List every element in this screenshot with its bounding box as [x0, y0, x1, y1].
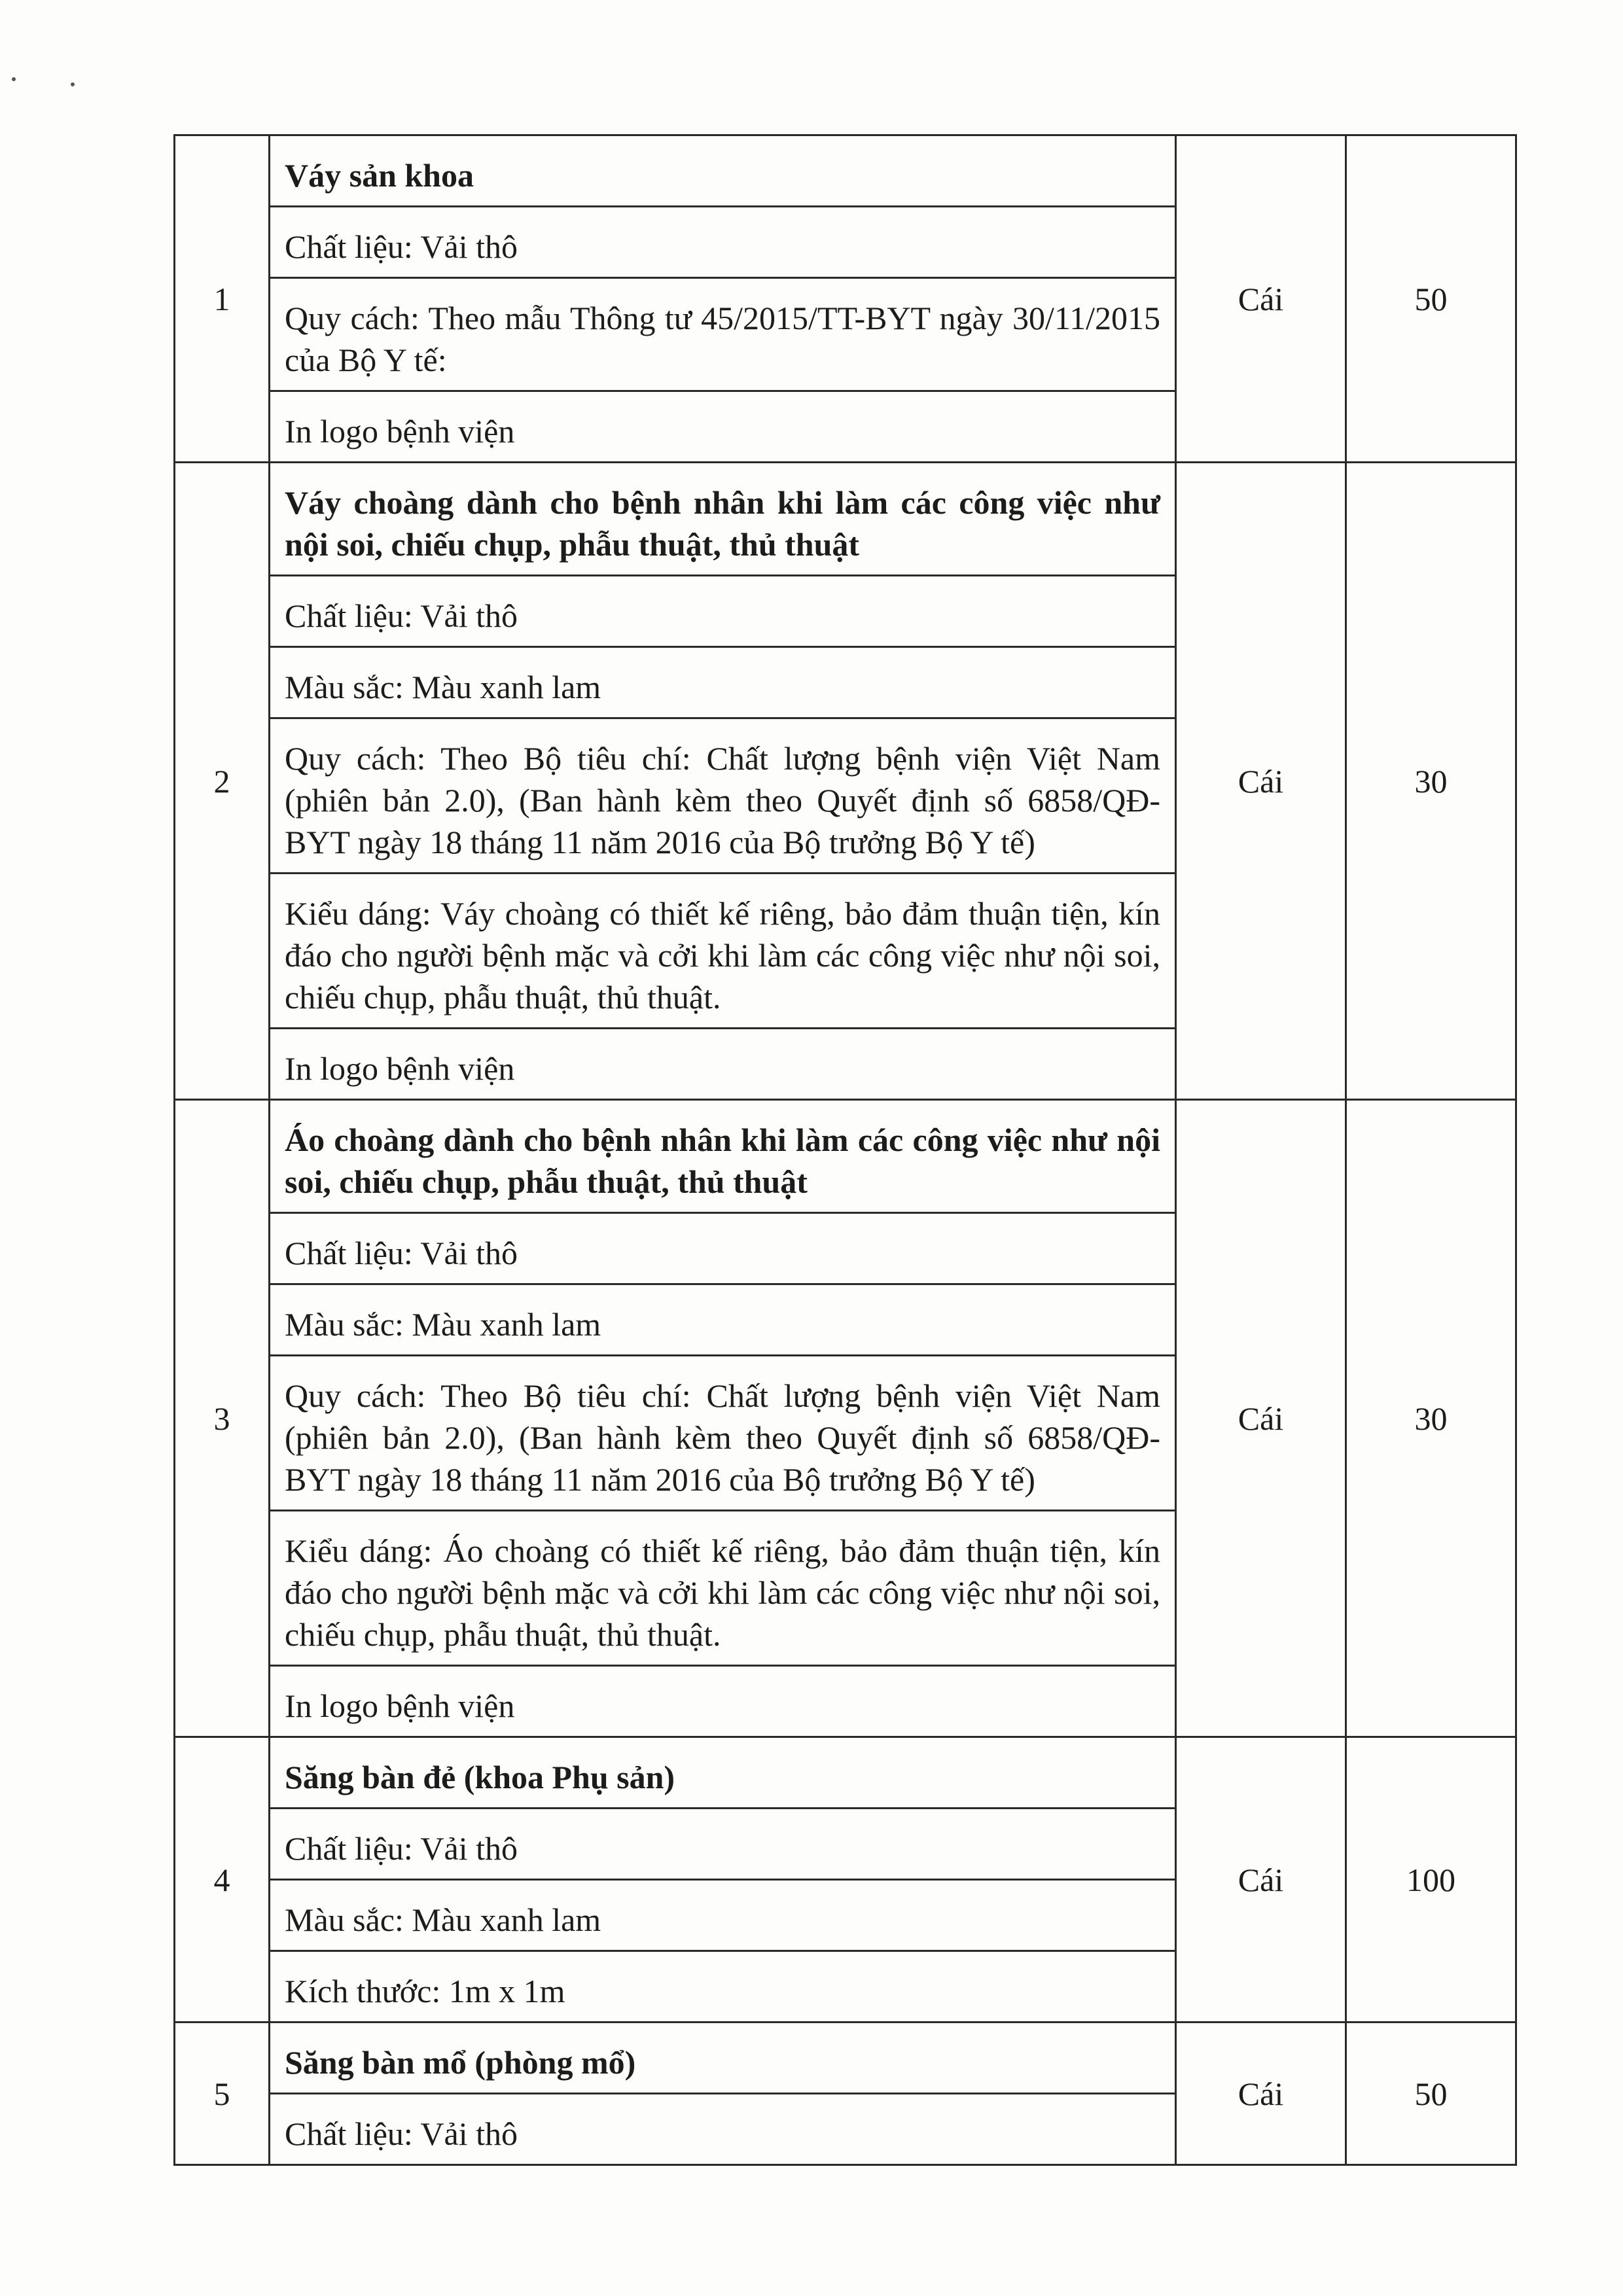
item-unit: Cái	[1176, 1100, 1346, 1737]
spec-line: In logo bệnh viện	[285, 1050, 515, 1087]
table-row	[175, 1100, 1516, 1737]
scan-speck	[12, 77, 16, 81]
spec-line: Quy cách: Theo Bộ tiêu chí: Chất lượng bệnh viện Việt Nam (phiên bản 2.0), (Ban hành kèm theo Quyết định số 6858/QĐ-BYT ngày 18 tháng 11 năm 2016 của Bộ trưởng Bộ Y tế)	[270, 719, 1175, 874]
table-row	[175, 1737, 1516, 2022]
spec-line: Chất liệu: Vải thô	[270, 1809, 1175, 1881]
spec-line: Màu sắc: Màu xanh lam	[270, 1285, 1175, 1356]
item-title: Săng bàn đẻ (khoa Phụ sản)	[270, 1738, 1175, 1809]
spec-line: Màu sắc: Màu xanh lam	[270, 648, 1175, 719]
item-description	[270, 1100, 1176, 1737]
spec-line: Quy cách: Theo Bộ tiêu chí: Chất lượng bệnh viện Việt Nam (phiên bản 2.0), (Ban hành kèm theo Quyết định số 6858/QĐ-BYT ngày 18 tháng 11 năm 2016 của Bộ trưởng Bộ Y tế)	[270, 1356, 1175, 1511]
item-number: 2	[175, 463, 270, 1100]
item-quantity: 30	[1346, 463, 1516, 1100]
item-quantity: 30	[1346, 1100, 1516, 1737]
item-number: 4	[175, 1737, 270, 2022]
item-description	[270, 1737, 1176, 2022]
spec-table	[173, 134, 1517, 2166]
table-row	[175, 2022, 1516, 2165]
item-title: Váy choàng dành cho bệnh nhân khi làm các công việc như nội soi, chiếu chụp, phẫu thuật, thủ thuật	[270, 463, 1175, 576]
item-quantity: 50	[1346, 2022, 1516, 2165]
spec-line: Kích thước: 1m x 1m	[285, 1973, 565, 2009]
item-title: Áo choàng dành cho bệnh nhân khi làm các công việc như nội soi, chiếu chụp, phẫu thuật, thủ thuật	[270, 1101, 1175, 1214]
spec-line: Chất liệu: Vải thô	[270, 576, 1175, 648]
table-row	[175, 135, 1516, 463]
item-unit: Cái	[1176, 463, 1346, 1100]
item-description	[270, 463, 1176, 1100]
item-number: 3	[175, 1100, 270, 1737]
item-quantity: 100	[1346, 1737, 1516, 2022]
scan-speck	[71, 82, 75, 86]
item-title: Váy sản khoa	[270, 136, 1175, 207]
spec-line: Kiểu dáng: Váy choàng có thiết kế riêng, bảo đảm thuận tiện, kín đáo cho người bệnh mặc và cởi khi làm các công việc như nội soi, chiếu chụp, phẫu thuật, thủ thuật.	[270, 874, 1175, 1029]
item-unit: Cái	[1176, 1737, 1346, 2022]
spec-line: Quy cách: Theo mẫu Thông tư 45/2015/TT-BYT ngày 30/11/2015 của Bộ Y tế:	[270, 279, 1175, 392]
item-unit: Cái	[1176, 2022, 1346, 2165]
item-quantity: 50	[1346, 135, 1516, 463]
item-number: 1	[175, 135, 270, 463]
item-unit: Cái	[1176, 135, 1346, 463]
spec-line: In logo bệnh viện	[285, 413, 515, 450]
spec-line: In logo bệnh viện	[285, 1687, 515, 1724]
item-number: 5	[175, 2022, 270, 2165]
spec-line: Chất liệu: Vải thô	[285, 2115, 518, 2152]
item-description	[270, 135, 1176, 463]
spec-line: Màu sắc: Màu xanh lam	[270, 1881, 1175, 1952]
spec-line: Chất liệu: Vải thô	[270, 207, 1175, 279]
spec-line: Chất liệu: Vải thô	[270, 1214, 1175, 1285]
item-description	[270, 2022, 1176, 2165]
table-row	[175, 463, 1516, 1100]
spec-line: Kiểu dáng: Áo choàng có thiết kế riêng, bảo đảm thuận tiện, kín đáo cho người bệnh mặc và cởi khi làm các công việc như nội soi, chiếu chụp, phẫu thuật, thủ thuật.	[270, 1511, 1175, 1667]
item-title: Săng bàn mổ (phòng mổ)	[270, 2023, 1175, 2094]
